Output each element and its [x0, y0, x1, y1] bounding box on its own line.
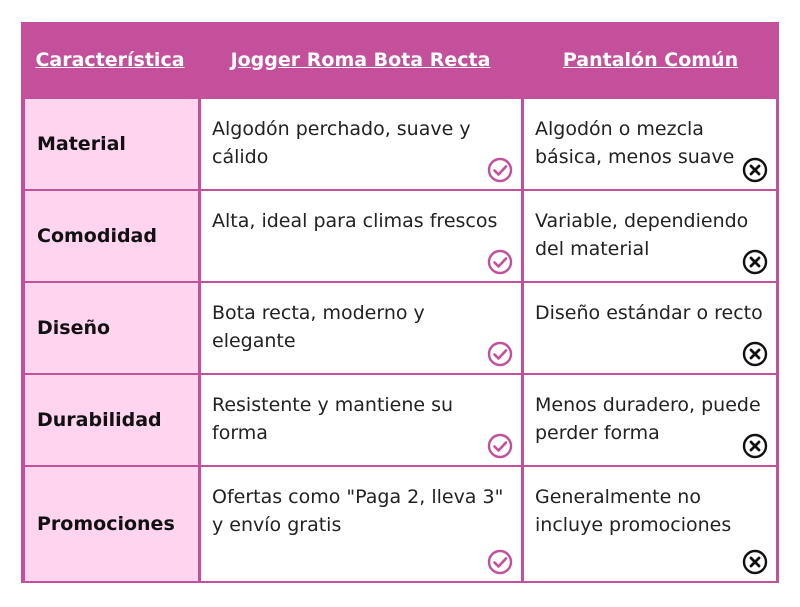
check-circle-icon	[487, 341, 513, 367]
check-circle-icon	[487, 249, 513, 275]
jogger-value-text: Bota recta, moderno y elegante	[212, 302, 425, 352]
row-label	[25, 467, 198, 581]
x-circle-icon	[742, 549, 768, 575]
comun-value-text: Generalmente no incluye promociones	[535, 486, 732, 536]
comun-value	[524, 283, 776, 373]
check-circle-icon	[487, 549, 513, 575]
comun-value-text: Menos duradero, puede perder forma	[535, 394, 761, 444]
jogger-value	[201, 283, 521, 373]
check-circle-icon	[487, 433, 513, 459]
comparison-table	[21, 22, 779, 583]
row-label	[25, 99, 198, 189]
comun-value	[524, 375, 776, 465]
row-label-text: Diseño	[37, 317, 111, 339]
row-label-text: Comodidad	[37, 225, 157, 247]
jogger-value	[201, 375, 521, 465]
comun-value	[524, 467, 776, 581]
jogger-value-text: Alta, ideal para climas frescos	[212, 210, 498, 232]
row-label-text: Promociones	[37, 513, 175, 535]
x-circle-icon	[742, 249, 768, 275]
row-label	[25, 283, 198, 373]
x-circle-icon	[742, 341, 768, 367]
check-circle-icon	[487, 157, 513, 183]
comun-value	[524, 99, 776, 189]
header-jogger: Jogger Roma Bota Recta	[230, 48, 491, 71]
jogger-value	[201, 191, 521, 281]
row-label	[25, 375, 198, 465]
header-pantalon-comun: Pantalón Común	[562, 48, 739, 71]
jogger-value-text: Resistente y mantiene su forma	[212, 394, 454, 444]
jogger-value	[201, 99, 521, 189]
header-caracteristica: Característica	[35, 48, 185, 71]
row-label	[25, 191, 198, 281]
comun-value	[524, 191, 776, 281]
x-circle-icon	[742, 433, 768, 459]
comun-value-text: Algodón o mezcla básica, menos suave	[535, 118, 735, 168]
jogger-value-text: Ofertas como "Paga 2, lleva 3" y envío gratis	[212, 486, 504, 536]
jogger-value-text: Algodón perchado, suave y cálido	[212, 118, 471, 168]
comun-value-text: Diseño estándar o recto	[535, 302, 763, 324]
jogger-value	[201, 467, 521, 581]
comun-value-text: Variable, dependiendo del material	[535, 210, 749, 260]
x-circle-icon	[742, 157, 768, 183]
row-label-text: Material	[37, 133, 126, 155]
row-label-text: Durabilidad	[37, 409, 162, 431]
